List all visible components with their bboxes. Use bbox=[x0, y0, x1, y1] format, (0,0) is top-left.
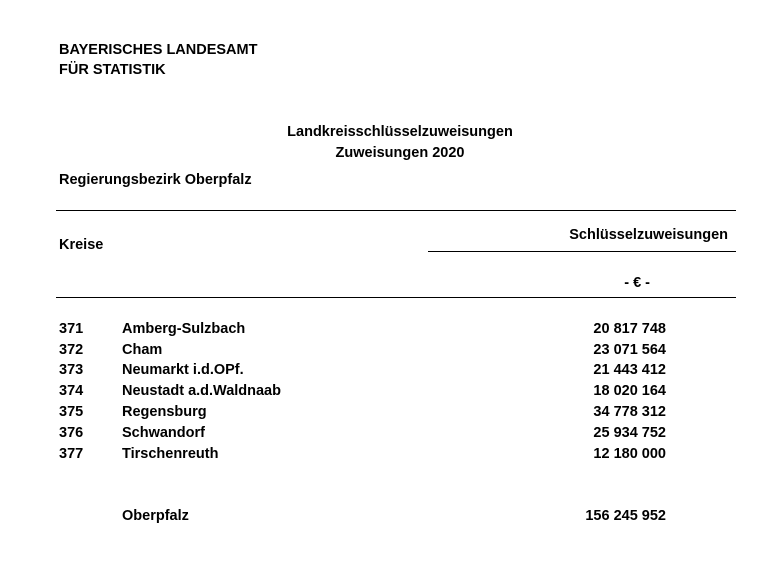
district-code: 373 bbox=[59, 362, 84, 378]
district-value: 21 443 412 bbox=[593, 362, 666, 378]
district-code: 375 bbox=[59, 404, 84, 420]
district-value: 34 778 312 bbox=[593, 404, 666, 420]
region-label: Regierungsbezirk Oberpfalz bbox=[59, 172, 252, 188]
district-code: 376 bbox=[59, 425, 84, 441]
table-header-bottom-rule bbox=[56, 297, 736, 298]
district-name: Regensburg bbox=[122, 404, 207, 420]
total-label: Oberpfalz bbox=[122, 508, 189, 524]
column-header-kreise: Kreise bbox=[59, 237, 104, 253]
organization-line-2: FÜR STATISTIK bbox=[59, 62, 166, 78]
total-value: 156 245 952 bbox=[585, 508, 666, 524]
district-code: 377 bbox=[59, 446, 84, 462]
district-name: Amberg-Sulzbach bbox=[122, 321, 246, 337]
district-value: 25 934 752 bbox=[593, 425, 666, 441]
table-top-rule bbox=[56, 210, 736, 211]
table-row bbox=[0, 444, 760, 464]
district-value: 12 180 000 bbox=[593, 446, 666, 462]
total-row bbox=[0, 506, 760, 526]
table-row bbox=[0, 340, 760, 360]
district-code: 372 bbox=[59, 342, 84, 358]
table-row bbox=[0, 319, 760, 339]
district-code: 371 bbox=[59, 321, 84, 337]
district-name: Schwandorf bbox=[122, 425, 205, 441]
column-unit: - € - bbox=[624, 275, 650, 291]
district-name: Tirschenreuth bbox=[122, 446, 219, 462]
district-name: Neumarkt i.d.OPf. bbox=[122, 362, 244, 378]
column-header-schluesselzuweisungen: Schlüsselzuweisungen bbox=[569, 227, 728, 243]
district-name: Neustadt a.d.Waldnaab bbox=[122, 383, 281, 399]
table-row bbox=[0, 360, 760, 380]
table-row bbox=[0, 423, 760, 443]
table-row bbox=[0, 402, 760, 422]
district-code: 374 bbox=[59, 383, 84, 399]
district-value: 23 071 564 bbox=[593, 342, 666, 358]
report-title: Landkreisschlüsselzuweisungen bbox=[287, 124, 513, 140]
organization-name bbox=[59, 40, 257, 80]
organization-line-1: BAYERISCHES LANDESAMT bbox=[59, 42, 258, 58]
district-name: Cham bbox=[122, 342, 163, 358]
report-subtitle: Zuweisungen 2020 bbox=[335, 145, 465, 161]
district-value: 20 817 748 bbox=[593, 321, 666, 337]
district-value: 18 020 164 bbox=[593, 383, 666, 399]
table-row bbox=[0, 381, 760, 401]
column-header-underline bbox=[428, 251, 736, 252]
